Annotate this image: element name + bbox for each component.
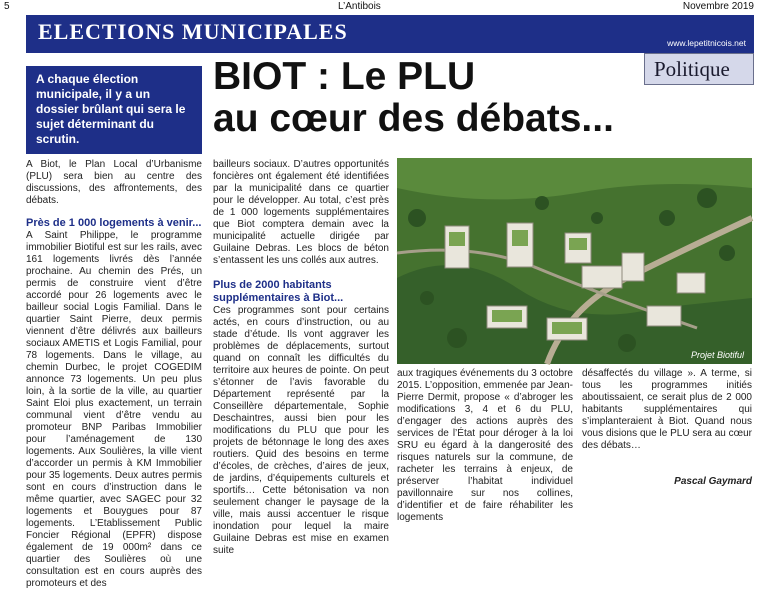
headline-line-1: BIOT : Le PLU <box>213 55 476 98</box>
column-1-body: A Saint Philippe, le programme immobilier Biotiful est sur les rails, avec 161 logements livrés dès l’année prochaine. Au chemin des Prés, un permis de construire vient d’être accordé pour 26 logements avec le bailleur social Logis Familial. Dans le quartier Saint Pierre, deux permis viennent d’être délivrés aux bailleurs sociaux AMETIS et Logis Familial, pour 78 logements. Dans le village, au chemin Durbec, le projet COGEDIM annonce 73 logements. Un peu plus loin, à la sortie de la ville, au quartier Saint Eloi plus exactement, un terrain communal vient d’être vendu au promoteur BNP Paribas Immobilier pour l’aménagement de 130 logements. Aux Soulières, la ville vient d’accorder un permis à KM Immobilier pour 35 logements. Deux autres permis sont en cours d’instruction dans le même quartier, avec SAGEC pour 32 logements et Bouygues pour 87 logements. L’Etablissement Public Foncier Régional (EPFR) dispose également de 19 000m² dans ce quartier des Soulières où une consultation est en cours auprès des promoteurs et des <box>26 230 202 589</box>
website-link[interactable]: www.lepetitnicois.net <box>667 38 746 48</box>
lead-paragraph: A Biot, le Plan Local d’Urbanisme (PLU) sera bien au centre des discussions, des affrontements, des débats. <box>26 159 202 206</box>
aerial-view-illustration <box>397 158 752 364</box>
column-4 <box>582 368 752 452</box>
section-banner <box>26 15 754 53</box>
category-label: Politique <box>654 57 730 81</box>
column-3 <box>397 368 573 524</box>
column-2-body-continued: Ces programmes sont pour certains actés, en cours d’instruction, ou au stade d’étude. Ils vont aggraver les problèmes de déplacements, surtout quand on connaît les difficultés du territoire aux heures de pointe. On peut s’étonner de l’avis favorable du Département représenté par la Conseillère départementale, Sophie Deschaintres, aussi bien pour les modifications du PLU que pour les projets de bétonnage le long des axes routiers. Quid des besoins en terme d’écoles, de crèches, d’aires de jeux, de jardins, d’équipements culturels et sportifs… Cette bétonisation va non seulement changer le paysage de la ville, mais aussi accentuer le risque inondation pour lequel la maire Guilaine Debras est mise en examen suite <box>213 305 389 556</box>
subhead-habitants: Plus de 2000 habitants supplémentaires à Biot... <box>213 279 344 304</box>
photo-credit: Projet Biotiful <box>690 350 744 360</box>
page-number: 5 <box>4 1 10 12</box>
category-tag <box>644 53 754 85</box>
column-2 <box>213 159 389 557</box>
section-title: ELECTIONS MUNICIPALES <box>38 19 348 44</box>
headline-line-2: au cœur des débats... <box>213 97 614 140</box>
page-header <box>0 0 768 14</box>
publication-name: L’Antibois <box>338 1 381 12</box>
subhead-logements: Près de 1 000 logements à venir... <box>26 217 202 229</box>
column-1 <box>26 159 202 590</box>
issue-date: Novembre 2019 <box>682 1 754 12</box>
column-2-body: bailleurs sociaux. D’autres opportunités foncières ont également été identifiées par la municipalité dans ce quartier pour le développer. Au total, c’est près de 1 000 logements supplémentaires que Biot comptera demain avec la municipalité actuelle dirigée par Guilaine Debras. Les blocs de béton s’entassent les uns collés aux autres. <box>213 159 389 266</box>
project-photo <box>397 158 752 364</box>
column-3-body: aux tragiques événements du 3 octobre 2015. L’opposition, emmenée par Jean-Pierre Dermit, propose « d’abroger les modifications 3, 4 et 6 du PLU, d’engager des actions auprès des services de l’État pour déroger à la loi SRU eu égard à la dangerosité des risques naturels sur la commune, de racheter les terrains à enjeux, de préserver l’habitat individuel pavillonnaire sur nos collines, d’identifier et de faire réhabiliter les logements <box>397 368 573 523</box>
intro-box: A chaque élection municipale, il y a un dossier brûlant qui sera le sujet déterminant du scrutin. <box>26 66 202 154</box>
article-headline <box>213 56 614 140</box>
column-4-body: désaffectés du village ». A terme, si tous les programmes initiés aboutissaient, ce serait plus de 2 000 habitants supplémentaires qui s’implanteraient à Biot. Quand nous vous disions que le PLU sera au cœur des débats… <box>582 368 752 451</box>
author-signature: Pascal Gaymard <box>674 476 752 487</box>
